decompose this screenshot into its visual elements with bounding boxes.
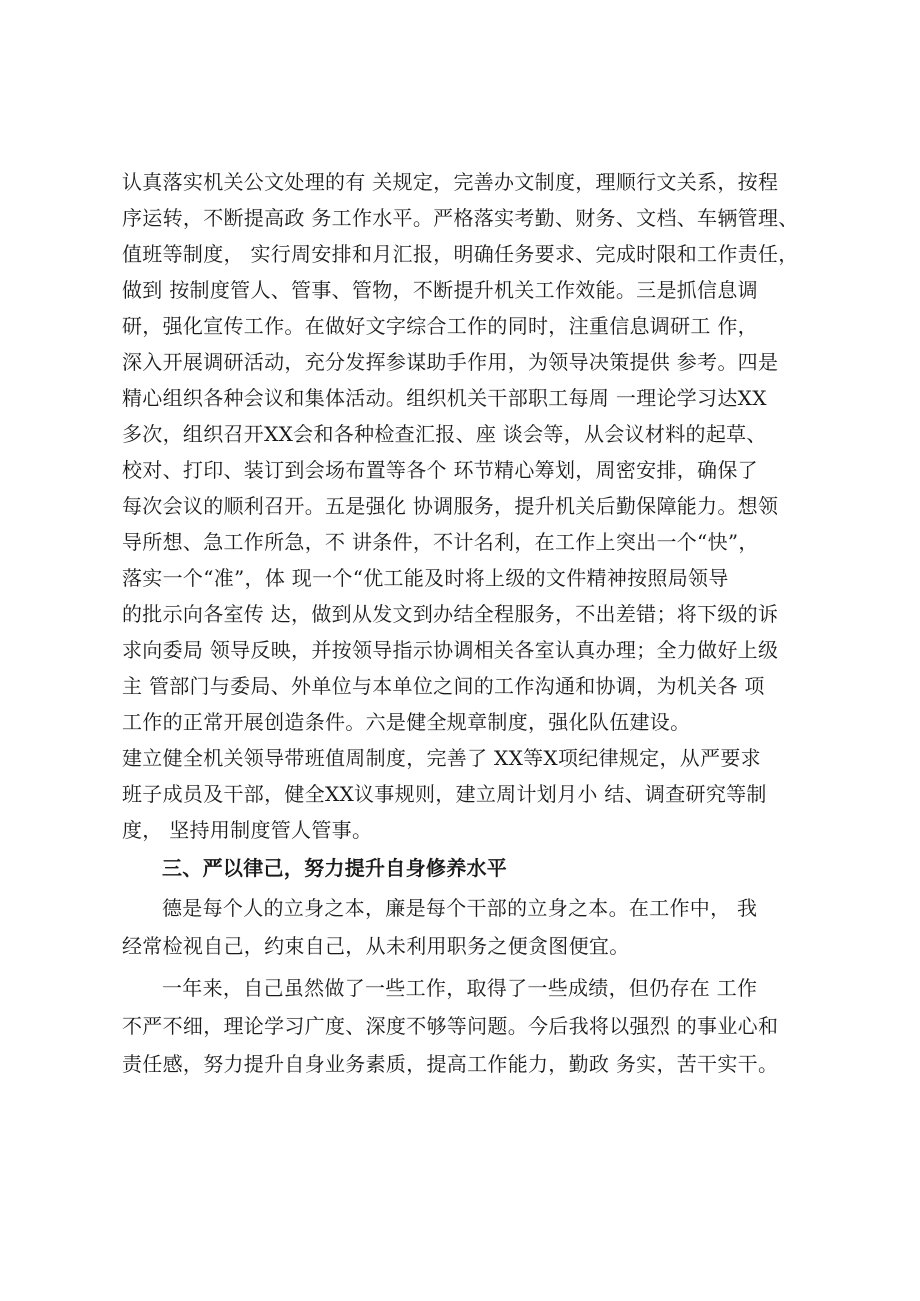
body-text-line: 精心组织各种会议和集体活动。组织机关干部职工每周 一理论学习达XX (122, 386, 767, 410)
body-text-line: 度， 坚持用制度管人管事。 (122, 818, 373, 842)
body-text-line: 每次会议的顺利召开。五是强化 协调服务，提升机关后勤保障能力。想领 (122, 494, 779, 518)
paragraph-line: 责任感，努力提升自身业务素质，提高工作能力，勤政 务实，苦干实干。 (122, 1052, 779, 1076)
body-text-line: 落实一个“准”，体 现一个“优工能及时将上级的文件精神按照局领导 (122, 566, 729, 590)
body-text-line: 值班等制度， 实行周安排和月汇报，明确任务要求、完成时限和工作责任， (122, 242, 799, 266)
body-text-line: 导所想、急工作所急，不 讲条件，不计名利，在工作上突出一个“快”， (122, 530, 759, 554)
body-text-line: 研，强化宣传工作。在做好文字综合工作的同时，注重信息调研工 作， (122, 314, 758, 338)
body-text-line: 序运转，不断提高政 务工作水平。严格落实考勤、财务、文档、车辆管理、 (122, 206, 799, 230)
body-text-line: 深入开展调研活动，充分发挥参谋助手作用，为领导决策提供 参考。四是 (122, 350, 779, 374)
paragraph-line: 经常检视自己，约束自己，从未利用职务之便贪图便宜。 (122, 934, 630, 958)
body-text-line: 多次，组织召开XX会和各种检查汇报、座 谈会等，从会议材料的起草、 (122, 422, 767, 446)
section-heading: 三、严以律己，努力提升自身修养水平 (162, 856, 508, 880)
body-text-line: 求向委局 领导反映，并按领导指示协调相关各室认真办理；全力做好上级 (122, 638, 779, 662)
paragraph-line: 不严不细，理论学习广度、深度不够等问题。今后我将以强烈 的事业心和 (122, 1014, 779, 1038)
body-text-line: 做到 按制度管人、管事、管物，不断提升机关工作效能。三是抓信息调 (122, 278, 758, 302)
body-text-line: 班子成员及干部，健全XX议事规则，建立周计划月小 结、调查研究等制 (122, 782, 767, 806)
body-text-line: 的批示向各室传 达，做到从发文到办结全程服务，不出差错；将下级的诉 (122, 602, 779, 626)
body-text-line: 校对、打印、装订到会场布置等各个 环节精心筹划，周密安排，确保了 (122, 458, 758, 482)
body-text-line: 主 管部门与委局、外单位与本单位之间的工作沟通和协调，为机关各 项 (122, 674, 765, 698)
body-text-line: 认真落实机关公文处理的有 关规定，完善办文制度，理顺行文关系，按程 (122, 170, 779, 194)
paragraph-line: 一年来，自己虽然做了一些工作，取得了一些成绩，但仍存在 工作 (162, 976, 758, 1000)
body-text-line: 建立健全机关领导带班值周制度，完善了 XX等X项纪律规定，从严要求 (122, 746, 761, 770)
body-text-line: 工作的正常开展创造条件。六是健全规章制度，强化队伍建设。 (122, 710, 691, 734)
paragraph-line: 德是每个人的立身之本，廉是每个干部的立身之本。在工作中， 我 (162, 896, 758, 920)
